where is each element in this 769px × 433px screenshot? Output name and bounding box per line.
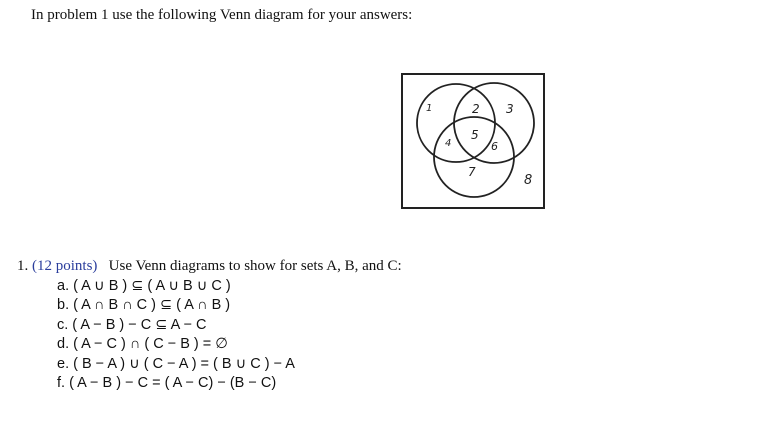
intro-text: In problem 1 use the following Venn diagram for your answers: <box>31 7 413 23</box>
part-label: b. <box>57 297 70 314</box>
part-b <box>57 296 295 315</box>
part-expression: ( A − C ) ∩ ( C − B ) = ∅ <box>73 336 228 353</box>
problem-parts-list <box>57 277 295 393</box>
part-label: c. <box>57 316 69 333</box>
part-expression: ( A − B ) − C = ( A − C) − (B − C) <box>69 375 277 392</box>
part-a <box>57 277 295 296</box>
venn-diagram <box>398 70 550 212</box>
part-expression: ( A ∩ B ∩ C ) ⊆ ( A ∩ B ) <box>73 297 231 314</box>
region-label-5: 5 <box>471 128 479 142</box>
part-f <box>57 374 295 393</box>
part-label: f. <box>57 375 66 392</box>
problem-1-header <box>17 258 402 275</box>
problem-number: 1. <box>17 258 29 274</box>
part-c <box>57 316 295 335</box>
problem-points: (12 points) <box>32 258 98 274</box>
part-e <box>57 355 295 374</box>
problem-prompt: Use Venn diagrams to show for sets A, B, and C: <box>108 258 402 274</box>
region-label-4: 4 <box>445 138 452 149</box>
part-expression: ( B − A ) ∪ ( C − A ) = ( B ∪ C ) − A <box>73 355 295 372</box>
region-label-7: 7 <box>468 165 476 179</box>
part-label: e. <box>57 355 70 372</box>
region-label-8: 8 <box>524 173 533 188</box>
part-d <box>57 335 295 354</box>
part-label: d. <box>57 336 70 353</box>
region-label-6: 6 <box>491 140 498 153</box>
region-label-1: 1 <box>426 103 433 114</box>
region-label-3: 3 <box>506 102 514 116</box>
region-label-2: 2 <box>472 102 480 116</box>
part-expression: ( A ∪ B ) ⊆ ( A ∪ B ∪ C ) <box>73 278 231 294</box>
part-expression: ( A − B ) − C ⊆ A − C <box>72 316 207 333</box>
set-a-circle <box>417 84 495 162</box>
part-label: a. <box>57 278 70 294</box>
